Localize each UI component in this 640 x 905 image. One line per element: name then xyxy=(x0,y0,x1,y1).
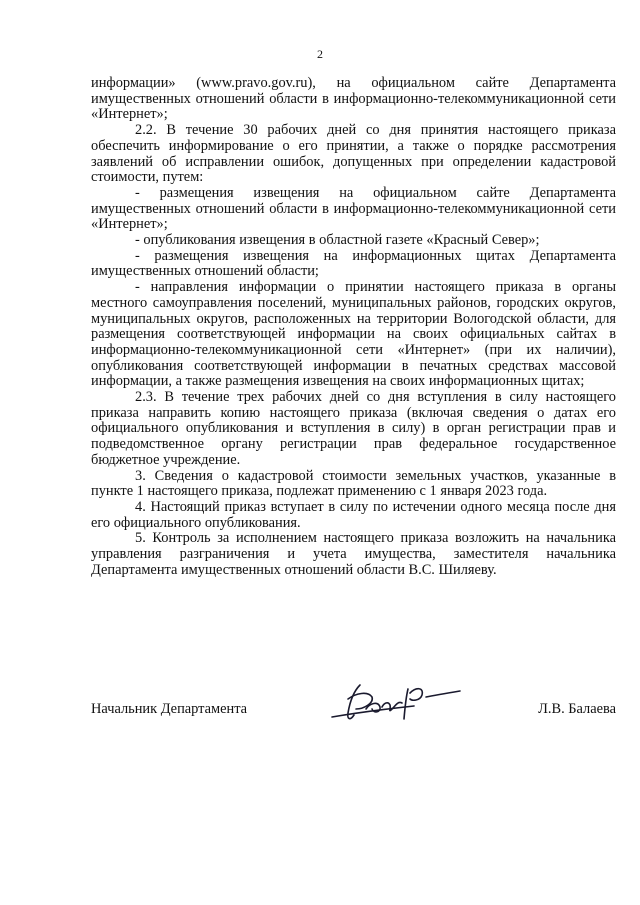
paragraph-2-2: 2.2. В течение 30 рабочих дней со дня принятия настоящего приказа обеспечить информирование о его принятии, а также о порядке рассмотрения заявлений об исправлении ошибок, допущенных при определении кадастровой стоимости, путем: xyxy=(91,122,616,186)
signatory-name: Л.В. Балаева xyxy=(538,701,616,717)
paragraph-5: 5. Контроль за исполнением настоящего приказа возложить на начальника управления разграничения и учета имущества, заместителя начальника Департамента имущественных отношений области В.С. Шиляеву. xyxy=(91,530,616,578)
paragraph-2-3: 2.3. В течение трех рабочих дней со дня вступления в силу настоящего приказа направить копию настоящего приказа (включая сведения о датах его официального опубликования и вступления в силу) в орган регистрации прав и подведомственное органу регистрации прав федеральное государственное бюджетное учреждение. xyxy=(91,389,616,468)
page-number: 2 xyxy=(317,47,323,61)
paragraph-4: 4. Настоящий приказ вступает в силу по истечении одного месяца после дня его официального опубликования. xyxy=(91,498,616,531)
list-item-newspaper: - опубликования извещения в областной газете «Красный Север»; xyxy=(135,232,540,249)
list-item-official-site: - размещения извещения на официальном сайте Департамента имущественных отношений области в информационно-телекоммуникационной сети «Интернет»; xyxy=(91,184,616,233)
list-item-info-boards: - размещения извещения на информационных щитах Департамента имущественных отношений области; xyxy=(91,247,616,280)
document-body xyxy=(91,76,616,579)
paragraph-3: 3. Сведения о кадастровой стоимости земельных участков, указанные в пункте 1 настоящего приказа, подлежат применению с 1 января 2023 года. xyxy=(91,467,616,500)
signature-block xyxy=(91,685,616,745)
list-item-local-governments: - направления информации о принятии настоящего приказа в органы местного самоуправления поселений, муниципальных районов, городских округов, муниципальных округов, расположенных на территории Вологодской области, для размещения соответствующей информации на своих официальных сайтах в информационно-телекоммуникационной сети «Интернет» (при их наличии), опубликования соответствующей информации в печатных средствах массовой информации, а также размещения извещения на своих информационных щитах; xyxy=(91,279,616,390)
signatory-position: Начальник Департамента xyxy=(91,701,248,717)
paragraph-info-continuation: информации» (www.pravo.gov.ru), на официальном сайте Департамента имущественных отношений области в информационно-телекоммуникационной сети «Интернет»; xyxy=(91,75,616,123)
handwritten-signature xyxy=(326,679,466,729)
